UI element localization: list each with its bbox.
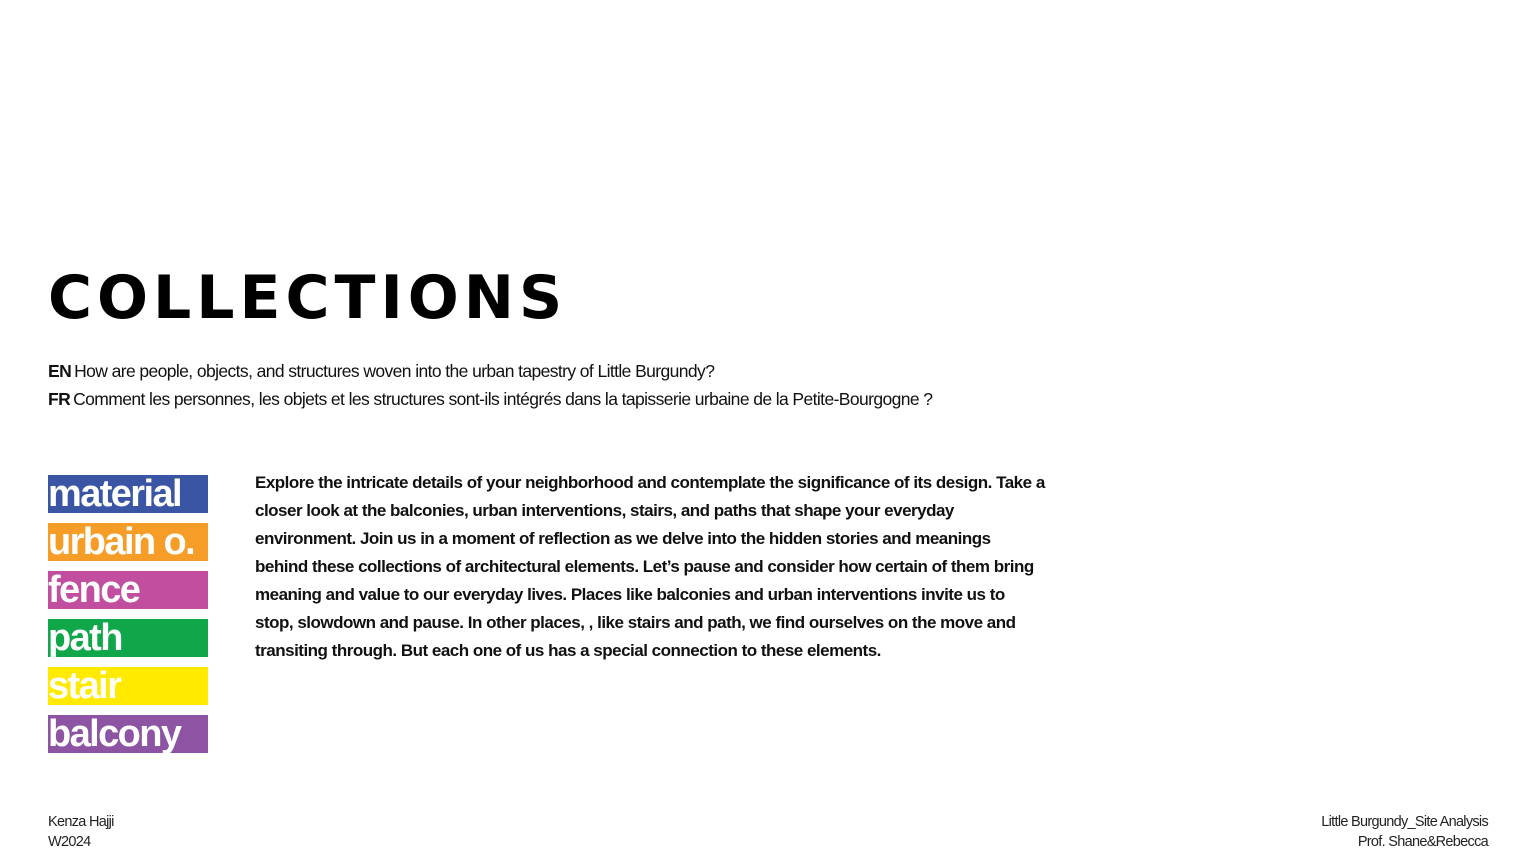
question-text: Comment les personnes, les objets et les structures sont-ils intégrés dans la tapisserie urbaine de la Petite-Bourgogne ? [73, 389, 933, 409]
page-title: COLLECTIONS [48, 263, 568, 333]
tag-label: balcony [48, 715, 181, 753]
tag-label: fence [48, 571, 140, 609]
question-lang-label: EN [48, 361, 72, 381]
professors-label: Prof. Shane&Rebecca [1357, 834, 1488, 850]
term-label: W2024 [48, 834, 91, 850]
tag-label: path [48, 619, 122, 657]
tag-fence [48, 571, 208, 609]
collection-tags [48, 475, 208, 763]
tag-label: stair [48, 667, 121, 705]
footer-left [48, 812, 114, 852]
tag-label: material [48, 475, 181, 513]
tag-balcony [48, 715, 208, 753]
tag-material [48, 475, 208, 513]
footer-right [1321, 812, 1488, 852]
description-paragraph: Explore the intricate details of your neighborhood and contemplate the significance of its design. Take a closer look at the balconies, urban interventions, stairs, and paths that shape your everyday environment. Join us in a moment of reflection as we delve into the hidden stories and meanings behind these collections of architectural elements. Let’s pause and consider how certain of them bring meaning and value to our everyday lives. Places like balconies and urban interventions invite us to stop, slowdown and pause. In other places, , like stairs and path, we find ourselves on the move and transiting through. But each one of us has a special connection to these elements. [255, 473, 1045, 660]
question-lang-label: FR [48, 389, 71, 409]
question-fr [48, 385, 1148, 413]
tag-stair [48, 667, 208, 705]
tag-urbain-o [48, 523, 208, 561]
research-questions [48, 357, 1148, 413]
question-text: How are people, objects, and structures woven into the urban tapestry of Little Burgundy? [74, 361, 715, 381]
project-title: Little Burgundy_Site Analysis [1321, 814, 1488, 830]
tag-label: urbain o. [48, 523, 195, 561]
author-name: Kenza Hajji [48, 814, 114, 830]
tag-path [48, 619, 208, 657]
question-en [48, 357, 1148, 385]
